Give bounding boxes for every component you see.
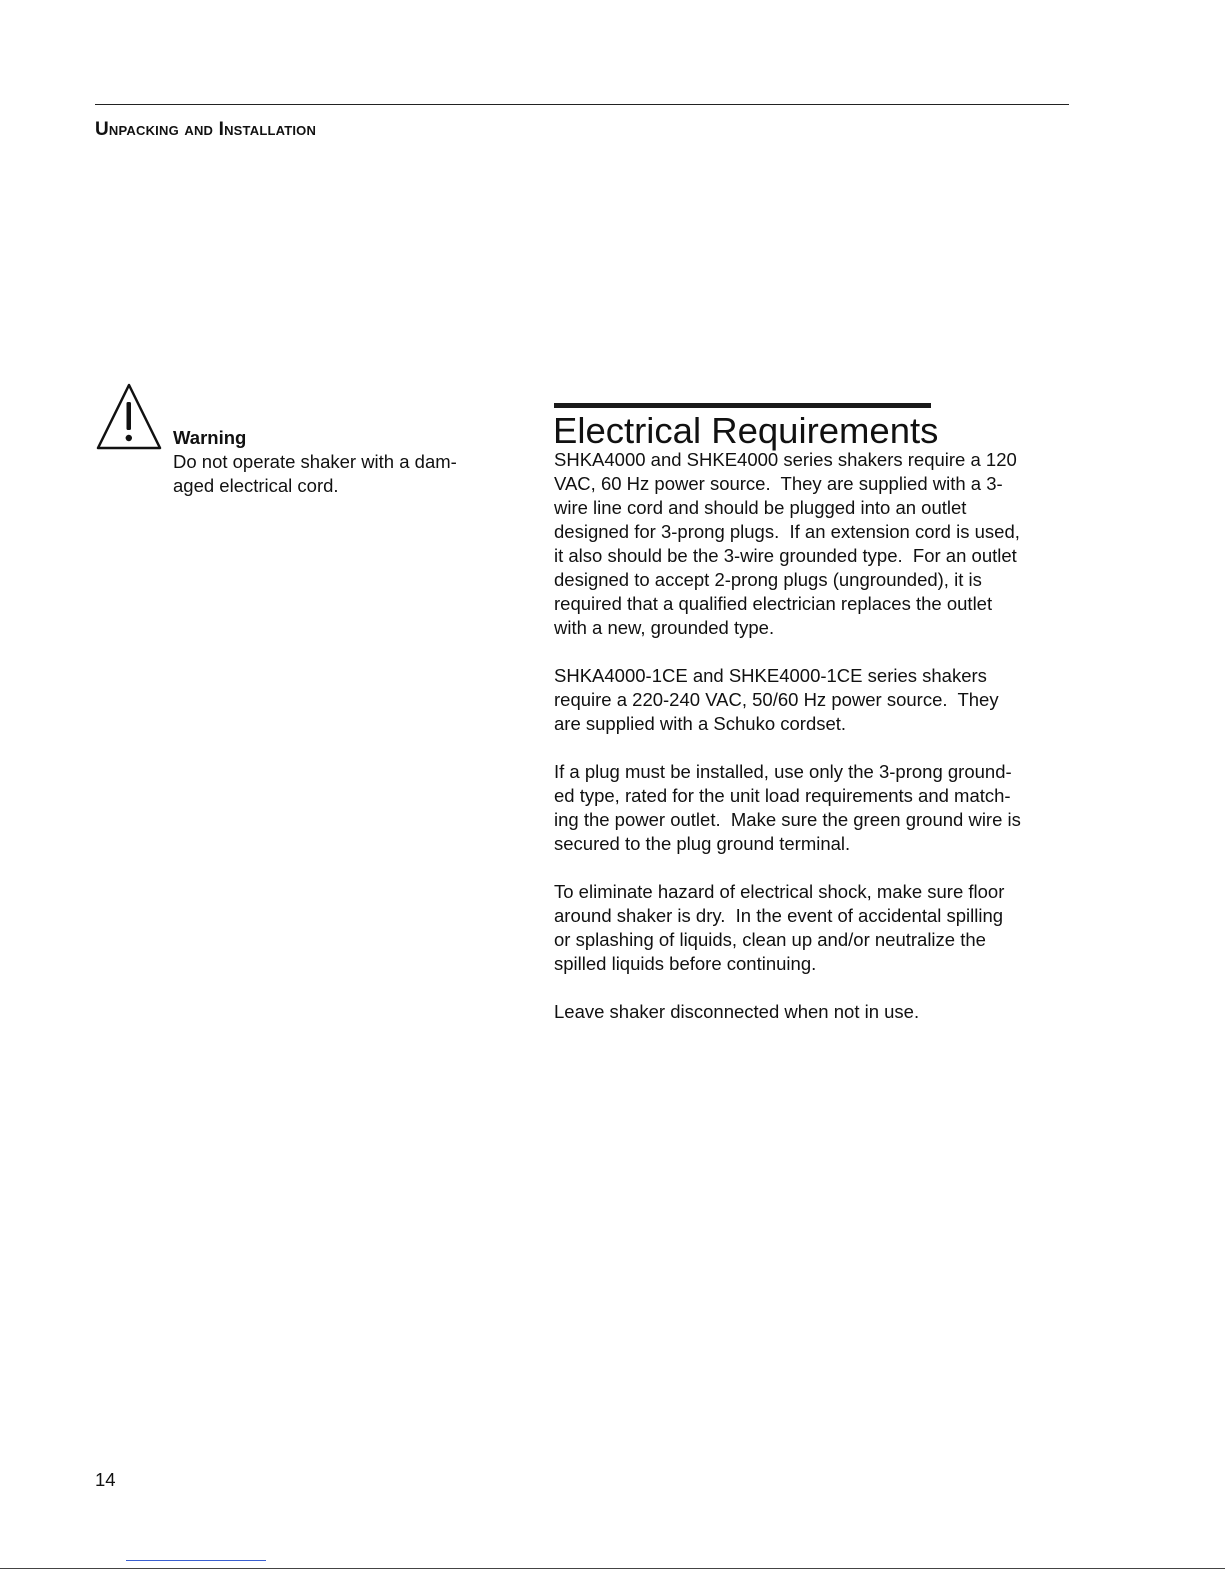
text-line: SHKA4000 and SHKE4000 series shakers require a 120	[554, 449, 1017, 470]
paragraph-power-source	[554, 448, 1074, 640]
body-text	[554, 448, 1074, 1048]
text-line: ing the power outlet. Make sure the green ground wire is	[554, 809, 1021, 830]
warning-title: Warning	[173, 427, 247, 448]
text-line: are supplied with a Schuko cordset.	[554, 713, 847, 734]
text-line: spilled liquids before continuing.	[554, 953, 817, 974]
page-number: 14	[95, 1469, 116, 1490]
warning-callout	[173, 426, 503, 498]
warning-text	[173, 450, 503, 498]
text-line: designed for 3-prong plugs. If an extension cord is used,	[554, 521, 1020, 542]
text-line: required that a qualified electrician replaces the outlet	[554, 593, 993, 614]
paragraph-shock-hazard	[554, 880, 1074, 976]
text-line: ed type, rated for the unit load requirements and match-	[554, 785, 1011, 806]
paragraph-plug-install	[554, 760, 1074, 856]
text-line: If a plug must be installed, use only the 3-prong ground-	[554, 761, 1012, 782]
section-header: Unpacking and Installation	[95, 119, 317, 140]
text-line: To eliminate hazard of electrical shock, make sure floor	[554, 881, 1005, 902]
page-title: Electrical Requirements	[553, 410, 939, 451]
warning-text-line: aged electrical cord.	[173, 475, 339, 496]
text-line: secured to the plug ground terminal.	[554, 833, 851, 854]
text-line: around shaker is dry. In the event of accidental spilling	[554, 905, 1004, 926]
text-line: or splashing of liquids, clean up and/or neutralize the	[554, 929, 986, 950]
text-line: it also should be the 3-wire grounded type. For an outlet	[554, 545, 1017, 566]
text-line: with a new, grounded type.	[554, 617, 775, 638]
warning-text-line: Do not operate shaker with a dam-	[173, 451, 457, 472]
warning-triangle-icon	[95, 382, 163, 452]
paragraph-ce-models	[554, 664, 1074, 736]
text-line: SHKA4000-1CE and SHKE4000-1CE series shakers	[554, 665, 987, 686]
text-line: wire line cord and should be plugged into an outlet	[554, 497, 967, 518]
text-line: require a 220-240 VAC, 50/60 Hz power source. They	[554, 689, 999, 710]
bottom-link-underline	[126, 1560, 266, 1561]
text-line: designed to accept 2-prong plugs (ungrounded), it is	[554, 569, 982, 590]
text-line: Leave shaker disconnected when not in use.	[554, 1001, 920, 1022]
page-bottom-edge	[0, 1568, 1225, 1569]
header-rule	[95, 104, 1069, 105]
paragraph-disconnect	[554, 1000, 1074, 1024]
text-line: VAC, 60 Hz power source. They are supplied with a 3-	[554, 473, 1003, 494]
